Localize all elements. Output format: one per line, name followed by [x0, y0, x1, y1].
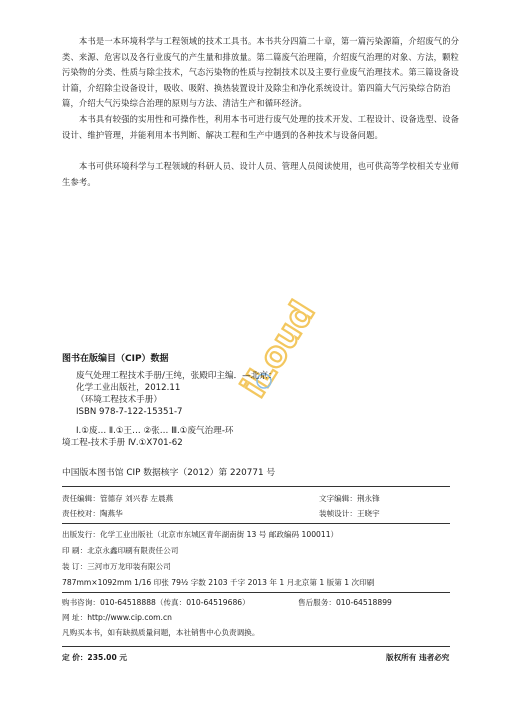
divider-4: [62, 646, 450, 647]
divider-2: [62, 523, 450, 524]
divider-1: [62, 486, 450, 487]
publisher-info: 出版发行：化学工业出版社（北京市东城区青年湖南街 13 号 邮政编码 100011）: [62, 530, 339, 539]
cip-line-1: 废气处理工程技术手册/王纯，张殿印主编．—北京：: [76, 371, 277, 381]
intro-paragraph-3: 本书可供环境科学与工程领域的科研人员、设计人员、管理人员阅读使用，也可供高等学校相关专业师生参考。: [62, 161, 460, 187]
printer-info: 印 刷：北京永鑫印刷有限责任公司: [62, 546, 179, 555]
responsible-editor: 责任编辑：管德存 刘兴春 左晨燕: [62, 494, 174, 503]
copyright-notice: 版权所有 违者必究: [386, 653, 450, 662]
cip-line-5: Ⅰ.①废… Ⅱ.①王… ②张… Ⅲ.①废气治理-环: [76, 426, 234, 436]
quality-notice: 凡购买本书，如有缺损质量问题，本社销售中心负责调换。: [62, 628, 260, 637]
cip-line-4: ISBN 978-7-122-15351-7: [76, 407, 183, 417]
cip-line-2: 化学工业出版社，2012.11: [76, 383, 181, 393]
binder-info: 装 订：三河市万龙印装有限公司: [62, 562, 171, 571]
cover-designer: 装帧设计：王晓宇: [319, 509, 380, 518]
book-specs: 787mm×1092mm 1/16 印张 79½ 字数 2103 千字 2013 年 1 月北京第 1 版第 1 次印刷: [62, 578, 375, 587]
intro-paragraph-2: 本书具有较强的实用性和可操作性，利用本书可进行废气处理的技术开发、工程设计、设备选型、设备设计、维护管理，并能利用本书判断、解决工程和生产中遇到的各种技术与设备问题。: [62, 114, 460, 140]
proofreader: 责任校对：陶燕华: [62, 509, 123, 518]
website: 网 址：http://www.cip.com.cn: [62, 613, 172, 622]
divider-3: [62, 592, 450, 593]
intro-paragraph-1: 本书是一本环境科学与工程领域的技术工具书。本书共分四篇二十章，第一篇污染源篇，介绍废气的分类、来源、危害以及各行业废气的产生量和排放量。第二篇废气治理篇，介绍废气治理的对象、方法，颗粒污染物的分类、性质与除尘技术，气态污染物的性质与控制技术以及主要行业废气治理技术。第三篇设备设计篇，介绍除尘设备设计，吸收、吸附、换热装置设计及除尘和净化系统设计。第四篇大气污染综合防治篇，介绍大气污染综合治理的原则与方法、清洁生产和循环经济。: [62, 36, 460, 109]
cip-record-number: 中国版本图书馆 CIP 数据核字（2012）第 220771 号: [62, 468, 276, 478]
cip-line-6: 境工程-技术手册 Ⅳ.①X701-62: [62, 438, 183, 448]
svg-text:iLoud: iLoud: [233, 294, 324, 405]
after-sales-hotline: 售后服务：010-64518899: [298, 598, 392, 607]
purchase-hotline: 购书咨询：010-64518888（传真：010-64519686）: [62, 598, 250, 607]
cip-classification: [62, 425, 376, 449]
cip-catalog-entry: [76, 370, 376, 418]
cip-line-3: （环境工程技术手册）: [76, 395, 162, 405]
text-editor: 文字编辑：荆永锋: [319, 494, 380, 503]
price: 定 价：235.00 元: [62, 653, 127, 662]
cip-title: 图书在版编目（CIP）数据: [62, 354, 169, 364]
